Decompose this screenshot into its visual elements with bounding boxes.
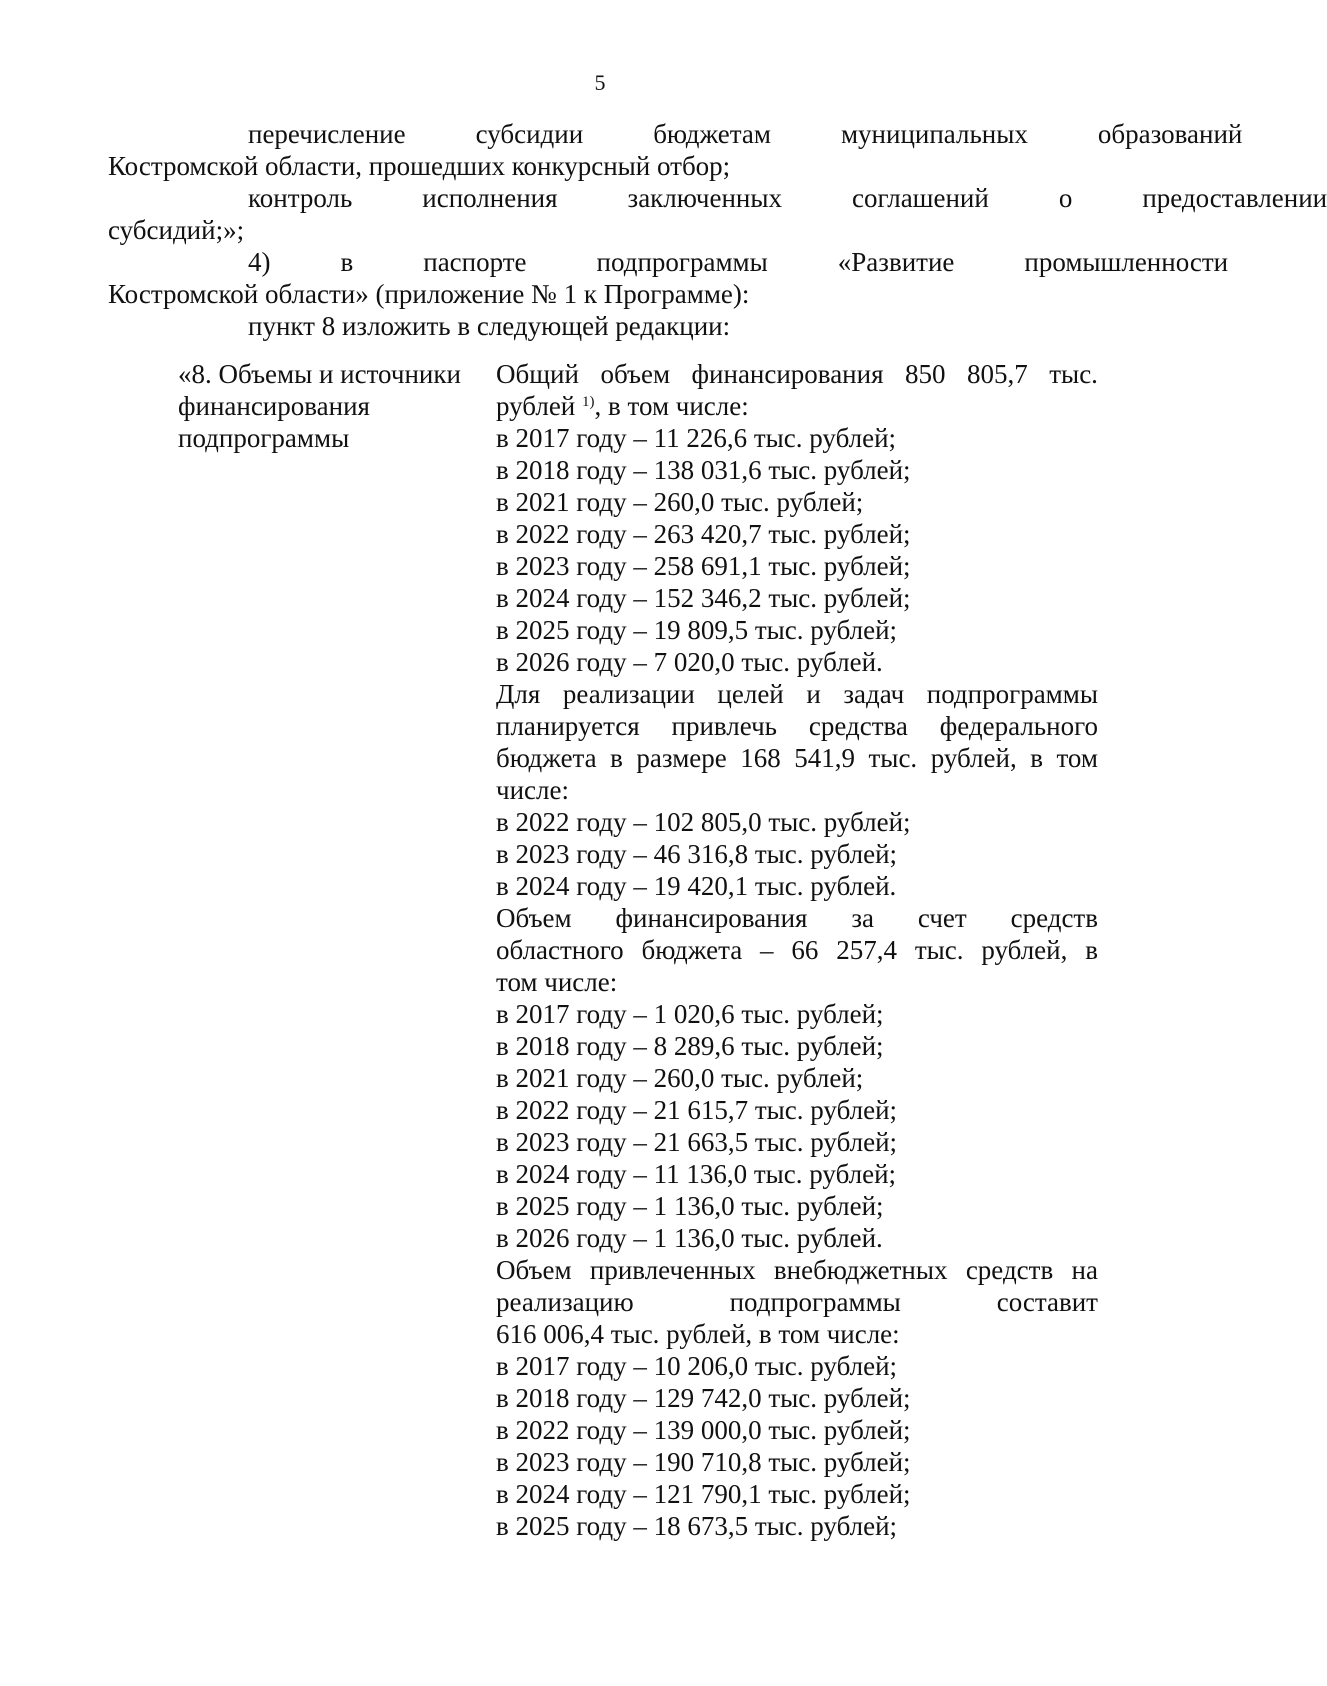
intro-p3-line1-word: 4) [248,247,271,277]
year-funding-line: в 2026 году – 1 136,0 тыс. рублей. [496,1223,883,1253]
intro-p3-line1-word: промышленности [1024,247,1229,277]
total-years-list [496,422,1098,678]
year-funding-line: в 2024 году – 121 790,1 тыс. рублей; [496,1479,911,1509]
passport-label-line-1: «8. Объемы и источники [178,359,461,389]
passport-label-line-3: подпрограммы [178,423,350,453]
intro-p1-line2: Костромской области, прошедших конкурсный отбор; [108,151,731,181]
year-funding-line: в 2023 году – 21 663,5 тыс. рублей; [496,1127,898,1157]
intro-p2-line1-word: соглашений [852,183,989,213]
justified-line-word: привлеченных [589,1255,756,1285]
justified-line-word: 541,9 [794,743,855,773]
justified-line [496,678,1098,710]
justified-line-word: бюджета [641,935,743,965]
intro-p1-line1-word: образований [1097,119,1243,149]
justified-line-word: федерального [939,711,1098,741]
justified-line-word: реализации [562,679,695,709]
federal-last-line: числе: [496,775,569,805]
justified-line-word: средств [965,1255,1054,1285]
year-funding-line: в 2024 году – 11 136,0 тыс. рублей; [496,1159,897,1189]
intro-p2-line2: субсидий;»; [108,215,245,245]
justified-line-word: Для [496,679,541,709]
justified-line-word: на [1071,1255,1098,1285]
intro-p2-line1 [178,182,1327,214]
year-funding-line: в 2022 году – 139 000,0 тыс. рублей; [496,1415,911,1445]
intro-paragraph-4: пункт 8 изложить в следующей редакции: [248,311,731,341]
intro-p1-line1-word: муниципальных [840,119,1028,149]
justified-line [496,1254,1098,1286]
intro-paragraph-2 [108,182,1327,246]
intro-p1-line1-word: субсидии [475,119,584,149]
year-funding-line: в 2018 году – 129 742,0 тыс. рублей; [496,1383,911,1413]
federal-years-list [496,806,1098,902]
justified-line-word: 168 [740,743,781,773]
extra-budget-block [496,1254,1098,1318]
justified-line-word: реализацию [496,1287,634,1317]
justified-line-word: счет [917,903,967,933]
intro-p2-line1-word: предоставлении [1142,183,1327,213]
year-funding-line: в 2021 году – 260,0 тыс. рублей; [496,1063,864,1093]
justified-line-word: 66 [791,935,819,965]
extra-years-list [496,1350,1098,1542]
intro-p3-line1-word: «Развитие [837,247,955,277]
year-funding-line: в 2023 году – 190 710,8 тыс. рублей; [496,1447,911,1477]
regional-block [496,902,1098,966]
year-funding-line: в 2023 году – 46 316,8 тыс. рублей; [496,839,898,869]
intro-p2-line1-word: контроль [248,183,353,213]
justified-line-word: и [806,679,821,709]
year-funding-line: в 2021 году – 260,0 тыс. рублей; [496,487,864,517]
intro-paragraph-3 [108,246,1229,310]
intro-p3-line1 [178,246,1229,278]
page-number: 5 [594,70,606,95]
year-funding-line: в 2025 году – 18 673,5 тыс. рублей; [496,1511,898,1541]
justified-line-word: финансирования [615,903,808,933]
total-funding-line-1 [496,358,1098,390]
intro-p3-line1-word: подпрограммы [596,247,768,277]
justified-line-word: внебюджетных [773,1255,948,1285]
intro-p1-line1-word: бюджетам [653,119,771,149]
intro-text [108,118,1327,342]
justified-line [496,710,1098,742]
justified-line-word: рублей, [930,743,1017,773]
justified-line [496,934,1098,966]
intro-p3-line1-word: паспорте [423,247,527,277]
year-funding-line: в 2022 году – 102 805,0 тыс. рублей; [496,807,911,837]
justified-line-word: средств [1010,903,1098,933]
passport-label-cell [178,358,496,1542]
total-funding-line-1-word: 805,7 [967,359,1028,389]
year-funding-line: в 2025 году – 19 809,5 тыс. рублей; [496,615,898,645]
justified-line-word: подпрограммы [926,679,1098,709]
total-funding-line-1-word: объем [600,359,671,389]
passport-label-line-2: финансирования [178,391,370,421]
justified-line-word: планируется [496,711,640,741]
justified-line [496,902,1098,934]
year-funding-line: в 2017 году – 10 206,0 тыс. рублей; [496,1351,898,1381]
justified-line [496,742,1098,774]
passport-value-cell [496,358,1098,1542]
year-funding-line: в 2018 году – 8 289,6 тыс. рублей; [496,1031,884,1061]
justified-line-word: тыс. [914,935,964,965]
justified-line-word: средства [808,711,908,741]
year-funding-line: в 2022 году – 263 420,7 тыс. рублей; [496,519,911,549]
justified-line-word: том [1056,743,1098,773]
year-funding-line: в 2024 году – 19 420,1 тыс. рублей. [496,871,897,901]
footnote-mark: 1) [582,394,595,410]
justified-line-word: бюджета [496,743,597,773]
justified-line-word: – [760,935,774,965]
regional-last-line: том числе: [496,967,618,997]
justified-line-word: целей [717,679,784,709]
regional-years-list [496,998,1098,1254]
total-funding-rub: рублей [496,391,576,421]
year-funding-line: в 2022 году – 21 615,7 тыс. рублей; [496,1095,898,1125]
intro-p3-line1-word: в [340,247,354,277]
justified-line-word: в [1030,743,1043,773]
intro-p1-line1 [178,118,1243,150]
intro-p2-line1-word: заключенных [627,183,783,213]
intro-p3-line2: Костромской области» (приложение № 1 к Программе): [108,279,750,309]
intro-p2-line1-word: о [1058,183,1073,213]
passport-table [178,358,1098,1542]
extra-budget-last-line: 616 006,4 тыс. рублей, в том числе: [496,1319,900,1349]
year-funding-line: в 2025 году – 1 136,0 тыс. рублей; [496,1191,884,1221]
justified-line-word: Объем [496,903,572,933]
justified-line-word: в [1085,935,1098,965]
intro-paragraph-1 [108,118,1243,182]
year-funding-line: в 2017 году – 1 020,6 тыс. рублей; [496,999,884,1029]
justified-line-word: рублей, [981,935,1068,965]
year-funding-line: в 2024 году – 152 346,2 тыс. рублей; [496,583,911,613]
federal-block [496,678,1098,774]
intro-p1-line1-word: перечисление [248,119,406,149]
justified-line-word: подпрограммы [729,1287,901,1317]
year-funding-line: в 2026 году – 7 020,0 тыс. рублей. [496,647,883,677]
year-funding-line: в 2023 году – 258 691,1 тыс. рублей; [496,551,911,581]
total-funding-incl: , в том числе: [594,391,749,421]
total-funding-line-1-word: тыс. [1049,359,1098,389]
justified-line-word: Объем [496,1255,572,1285]
total-funding-line-1-word: Общий [496,359,579,389]
justified-line-word: составит [996,1287,1098,1317]
intro-p2-line1-word: исполнения [422,183,558,213]
total-funding-line-2 [496,390,1098,422]
justified-line-word: тыс. [868,743,918,773]
justified-line-word: 257,4 [836,935,897,965]
justified-line [496,1286,1098,1318]
total-funding-line-1-word: финансирования [691,359,884,389]
justified-line-word: за [851,903,874,933]
justified-line-word: задач [843,679,905,709]
year-funding-line: в 2017 году – 11 226,6 тыс. рублей; [496,423,897,453]
justified-line-word: в [610,743,623,773]
year-funding-line: в 2018 году – 138 031,6 тыс. рублей; [496,455,911,485]
total-funding-line-1-word: 850 [905,359,946,389]
justified-line-word: областного [496,935,624,965]
justified-line-word: размере [636,743,727,773]
justified-line-word: привлечь [671,711,777,741]
